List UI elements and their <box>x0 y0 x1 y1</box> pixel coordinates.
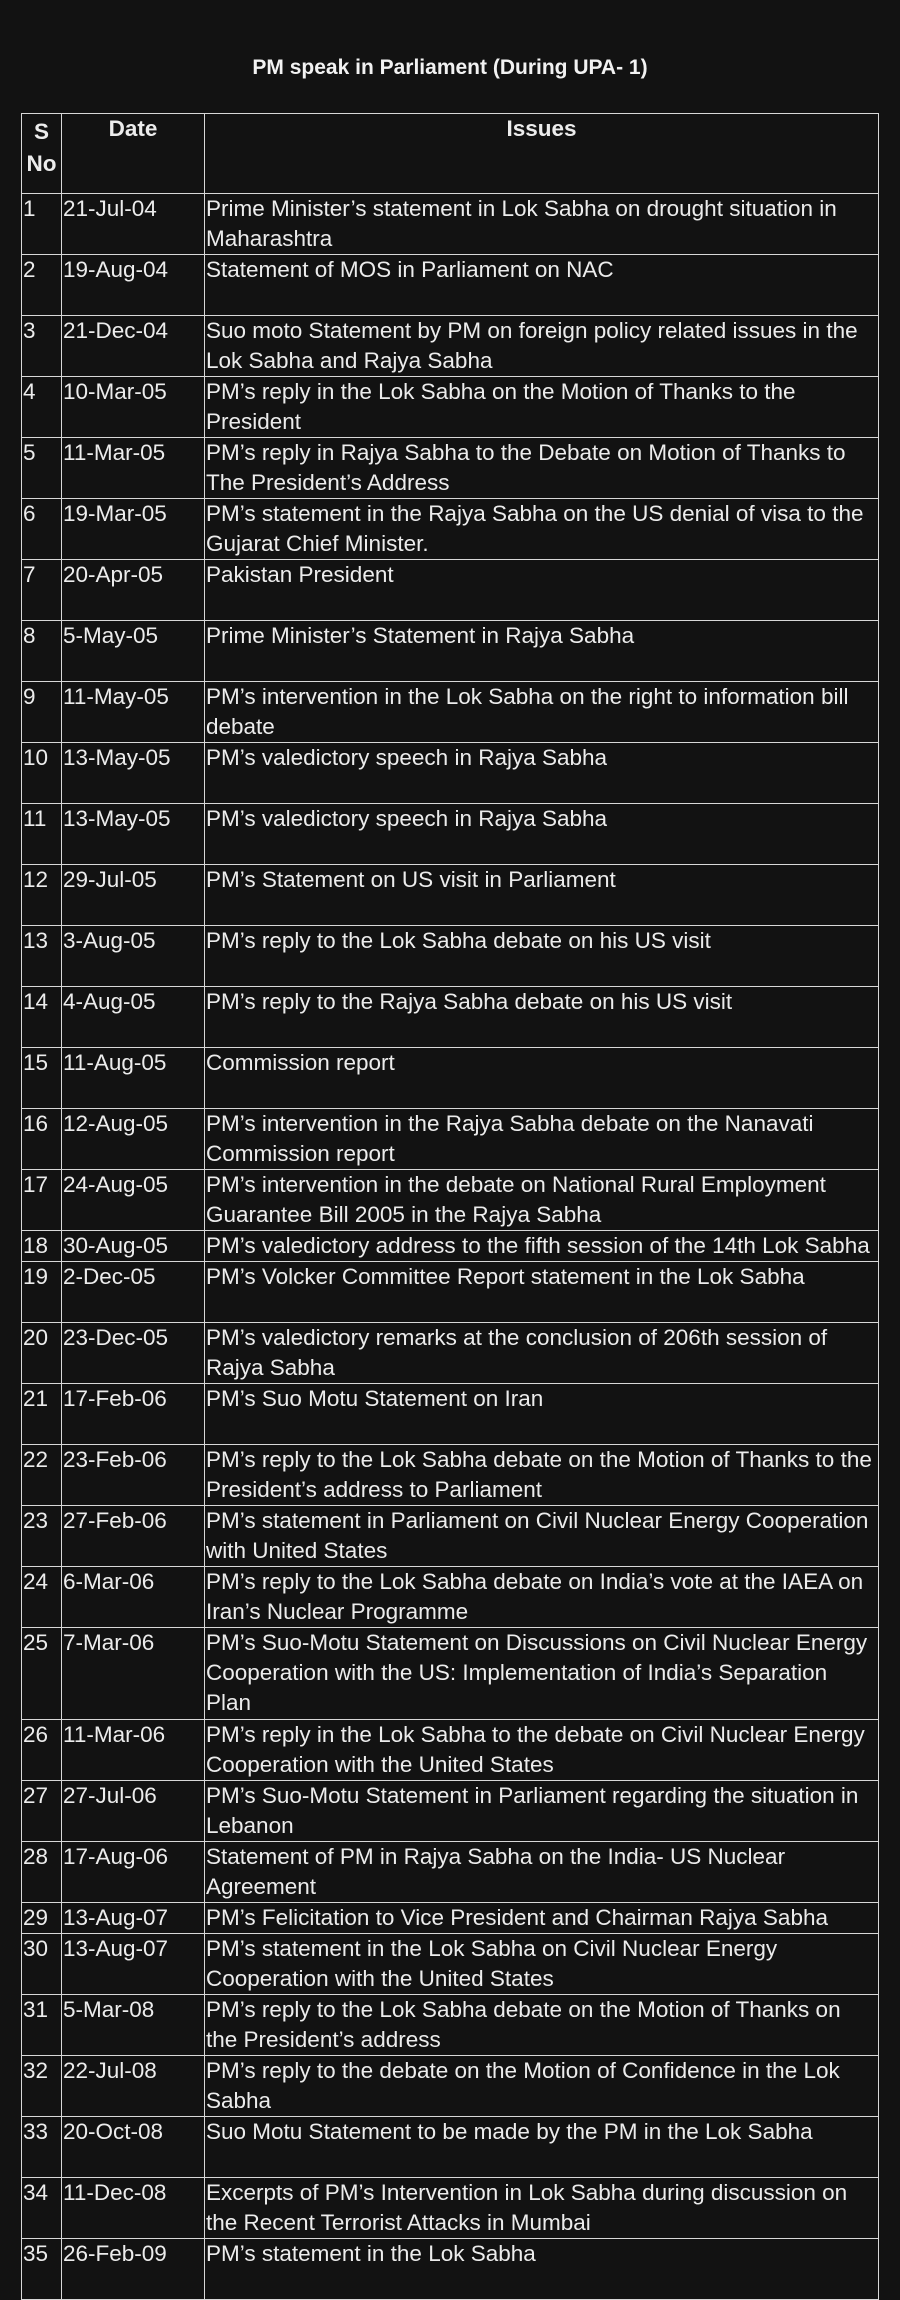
row-issue: PM’s valedictory remarks at the conclusion of 206th session of Rajya Sabha <box>205 1323 879 1384</box>
table-row <box>22 1720 879 1781</box>
row-sno: 14 <box>22 987 62 1048</box>
row-sno: 31 <box>22 1995 62 2056</box>
header-issues: Issues <box>205 114 879 194</box>
row-issue: Suo Motu Statement to be made by the PM in the Lok Sabha <box>205 2117 879 2178</box>
row-issue: PM’s intervention in the debate on National Rural Employment Guarantee Bill 2005 in the Rajya Sabha <box>205 1170 879 1231</box>
row-date: 11-Mar-06 <box>62 1720 205 1781</box>
table-row <box>22 2239 879 2300</box>
table-row <box>22 1445 879 1506</box>
table-row <box>22 1781 879 1842</box>
table-row <box>22 377 879 438</box>
table-row <box>22 743 879 804</box>
row-issue: Prime Minister’s Statement in Rajya Sabha <box>205 621 879 682</box>
table-row <box>22 682 879 743</box>
table-row <box>22 1170 879 1231</box>
table-row <box>22 1109 879 1170</box>
row-date: 11-Dec-08 <box>62 2178 205 2239</box>
row-issue: PM’s intervention in the Lok Sabha on the right to information bill debate <box>205 682 879 743</box>
row-date: 11-May-05 <box>62 682 205 743</box>
table-row <box>22 1567 879 1628</box>
row-date: 2-Dec-05 <box>62 1262 205 1323</box>
row-date: 11-Aug-05 <box>62 1048 205 1109</box>
row-sno: 17 <box>22 1170 62 1231</box>
table-row <box>22 499 879 560</box>
table-row <box>22 560 879 621</box>
row-sno: 15 <box>22 1048 62 1109</box>
row-sno: 34 <box>22 2178 62 2239</box>
row-date: 22-Jul-08 <box>62 2056 205 2117</box>
row-sno: 8 <box>22 621 62 682</box>
table-row <box>22 926 879 987</box>
row-sno: 19 <box>22 1262 62 1323</box>
row-sno: 29 <box>22 1903 62 1934</box>
table-row <box>22 1323 879 1384</box>
row-date: 23-Feb-06 <box>62 1445 205 1506</box>
row-issue: PM’s statement in Parliament on Civil Nuclear Energy Cooperation with United States <box>205 1506 879 1567</box>
row-date: 27-Jul-06 <box>62 1781 205 1842</box>
row-date: 4-Aug-05 <box>62 987 205 1048</box>
row-sno: 25 <box>22 1628 62 1720</box>
row-date: 7-Mar-06 <box>62 1628 205 1720</box>
row-issue: PM’s reply to the Lok Sabha debate on his US visit <box>205 926 879 987</box>
row-issue: PM’s Suo Motu Statement on Iran <box>205 1384 879 1445</box>
row-sno: 13 <box>22 926 62 987</box>
row-date: 20-Oct-08 <box>62 2117 205 2178</box>
table-row <box>22 987 879 1048</box>
row-date: 13-May-05 <box>62 743 205 804</box>
row-date: 13-Aug-07 <box>62 1903 205 1934</box>
row-issue: PM’s reply in the Lok Sabha to the debate on Civil Nuclear Energy Cooperation with the United States <box>205 1720 879 1781</box>
row-date: 6-Mar-06 <box>62 1567 205 1628</box>
table-row <box>22 621 879 682</box>
row-sno: 9 <box>22 682 62 743</box>
table-row <box>22 255 879 316</box>
row-date: 13-May-05 <box>62 804 205 865</box>
row-sno: 16 <box>22 1109 62 1170</box>
row-sno: 32 <box>22 2056 62 2117</box>
table-row <box>22 316 879 377</box>
row-date: 20-Apr-05 <box>62 560 205 621</box>
row-date: 17-Aug-06 <box>62 1842 205 1903</box>
row-issue: PM’s Suo-Motu Statement in Parliament regarding the situation in Lebanon <box>205 1781 879 1842</box>
row-sno: 28 <box>22 1842 62 1903</box>
table-row <box>22 1262 879 1323</box>
row-issue: Commission report <box>205 1048 879 1109</box>
row-issue: Prime Minister’s statement in Lok Sabha on drought situation in Maharashtra <box>205 194 879 255</box>
row-date: 29-Jul-05 <box>62 865 205 926</box>
row-date: 10-Mar-05 <box>62 377 205 438</box>
row-date: 5-Mar-08 <box>62 1995 205 2056</box>
row-sno: 27 <box>22 1781 62 1842</box>
row-issue: PM’s reply in the Lok Sabha on the Motion of Thanks to the President <box>205 377 879 438</box>
row-sno: 24 <box>22 1567 62 1628</box>
table-row <box>22 1995 879 2056</box>
row-sno: 23 <box>22 1506 62 1567</box>
speeches-table <box>21 113 879 2300</box>
row-sno: 12 <box>22 865 62 926</box>
table-row <box>22 438 879 499</box>
row-sno: 26 <box>22 1720 62 1781</box>
row-sno: 11 <box>22 804 62 865</box>
header-sno: S No <box>22 114 62 194</box>
row-issue: PM’s valedictory address to the fifth session of the 14th Lok Sabha <box>205 1231 879 1262</box>
row-date: 21-Dec-04 <box>62 316 205 377</box>
table-row <box>22 1903 879 1934</box>
page-title: PM speak in Parliament (During UPA- 1) <box>252 56 648 79</box>
row-sno: 35 <box>22 2239 62 2300</box>
row-issue: Statement of PM in Rajya Sabha on the India- US Nuclear Agreement <box>205 1842 879 1903</box>
row-issue: PM’s reply to the Lok Sabha debate on the Motion of Thanks on the President’s address <box>205 1995 879 2056</box>
row-issue: Suo moto Statement by PM on foreign policy related issues in the Lok Sabha and Rajya Sabha <box>205 316 879 377</box>
row-sno: 5 <box>22 438 62 499</box>
row-date: 23-Dec-05 <box>62 1323 205 1384</box>
row-issue: PM’s statement in the Lok Sabha <box>205 2239 879 2300</box>
row-issue: PM’s Suo-Motu Statement on Discussions on Civil Nuclear Energy Cooperation with the US: Implementation of India’s Separation Plan <box>205 1628 879 1720</box>
row-issue: PM’s reply in Rajya Sabha to the Debate on Motion of Thanks to The President’s Address <box>205 438 879 499</box>
row-date: 27-Feb-06 <box>62 1506 205 1567</box>
row-sno: 22 <box>22 1445 62 1506</box>
row-sno: 18 <box>22 1231 62 1262</box>
row-issue: PM’s Felicitation to Vice President and Chairman Rajya Sabha <box>205 1903 879 1934</box>
row-sno: 7 <box>22 560 62 621</box>
row-date: 19-Mar-05 <box>62 499 205 560</box>
row-issue: Excerpts of PM’s Intervention in Lok Sabha during discussion on the Recent Terrorist Attacks in Mumbai <box>205 2178 879 2239</box>
row-date: 5-May-05 <box>62 621 205 682</box>
row-sno: 10 <box>22 743 62 804</box>
row-date: 13-Aug-07 <box>62 1934 205 1995</box>
table-row <box>22 865 879 926</box>
row-sno: 1 <box>22 194 62 255</box>
row-sno: 4 <box>22 377 62 438</box>
row-date: 19-Aug-04 <box>62 255 205 316</box>
row-issue: Statement of MOS in Parliament on NAC <box>205 255 879 316</box>
table-row <box>22 2178 879 2239</box>
row-issue: PM’s intervention in the Rajya Sabha debate on the Nanavati Commission report <box>205 1109 879 1170</box>
row-issue: PM’s reply to the debate on the Motion of Confidence in the Lok Sabha <box>205 2056 879 2117</box>
row-sno: 6 <box>22 499 62 560</box>
row-issue: PM’s statement in the Lok Sabha on Civil Nuclear Energy Cooperation with the United States <box>205 1934 879 1995</box>
row-issue: PM’s valedictory speech in Rajya Sabha <box>205 804 879 865</box>
row-sno: 2 <box>22 255 62 316</box>
row-date: 12-Aug-05 <box>62 1109 205 1170</box>
row-issue: PM’s reply to the Lok Sabha debate on India’s vote at the IAEA on Iran’s Nuclear Programme <box>205 1567 879 1628</box>
row-issue: PM’s valedictory speech in Rajya Sabha <box>205 743 879 804</box>
table-row <box>22 1628 879 1720</box>
row-date: 30-Aug-05 <box>62 1231 205 1262</box>
table-row <box>22 2056 879 2117</box>
header-date: Date <box>62 114 205 194</box>
table-row <box>22 194 879 255</box>
table-row <box>22 1384 879 1445</box>
table-row <box>22 1506 879 1567</box>
row-sno: 33 <box>22 2117 62 2178</box>
row-sno: 30 <box>22 1934 62 1995</box>
row-date: 11-Mar-05 <box>62 438 205 499</box>
row-date: 24-Aug-05 <box>62 1170 205 1231</box>
row-issue: Pakistan President <box>205 560 879 621</box>
row-issue: PM’s reply to the Lok Sabha debate on the Motion of Thanks to the President’s address to Parliament <box>205 1445 879 1506</box>
row-issue: PM’s Volcker Committee Report statement in the Lok Sabha <box>205 1262 879 1323</box>
row-date: 17-Feb-06 <box>62 1384 205 1445</box>
table-row <box>22 1048 879 1109</box>
table-row <box>22 1231 879 1262</box>
table-row <box>22 1842 879 1903</box>
row-date: 26-Feb-09 <box>62 2239 205 2300</box>
table-header-row <box>22 114 879 194</box>
row-issue: PM’s Statement on US visit in Parliament <box>205 865 879 926</box>
row-issue: PM’s reply to the Rajya Sabha debate on his US visit <box>205 987 879 1048</box>
row-sno: 3 <box>22 316 62 377</box>
row-sno: 20 <box>22 1323 62 1384</box>
row-issue: PM’s statement in the Rajya Sabha on the US denial of visa to the Gujarat Chief Minister. <box>205 499 879 560</box>
table-row <box>22 2117 879 2178</box>
row-sno: 21 <box>22 1384 62 1445</box>
table-row <box>22 1934 879 1995</box>
table-body <box>22 194 879 2300</box>
row-date: 21-Jul-04 <box>62 194 205 255</box>
table-row <box>22 804 879 865</box>
row-date: 3-Aug-05 <box>62 926 205 987</box>
